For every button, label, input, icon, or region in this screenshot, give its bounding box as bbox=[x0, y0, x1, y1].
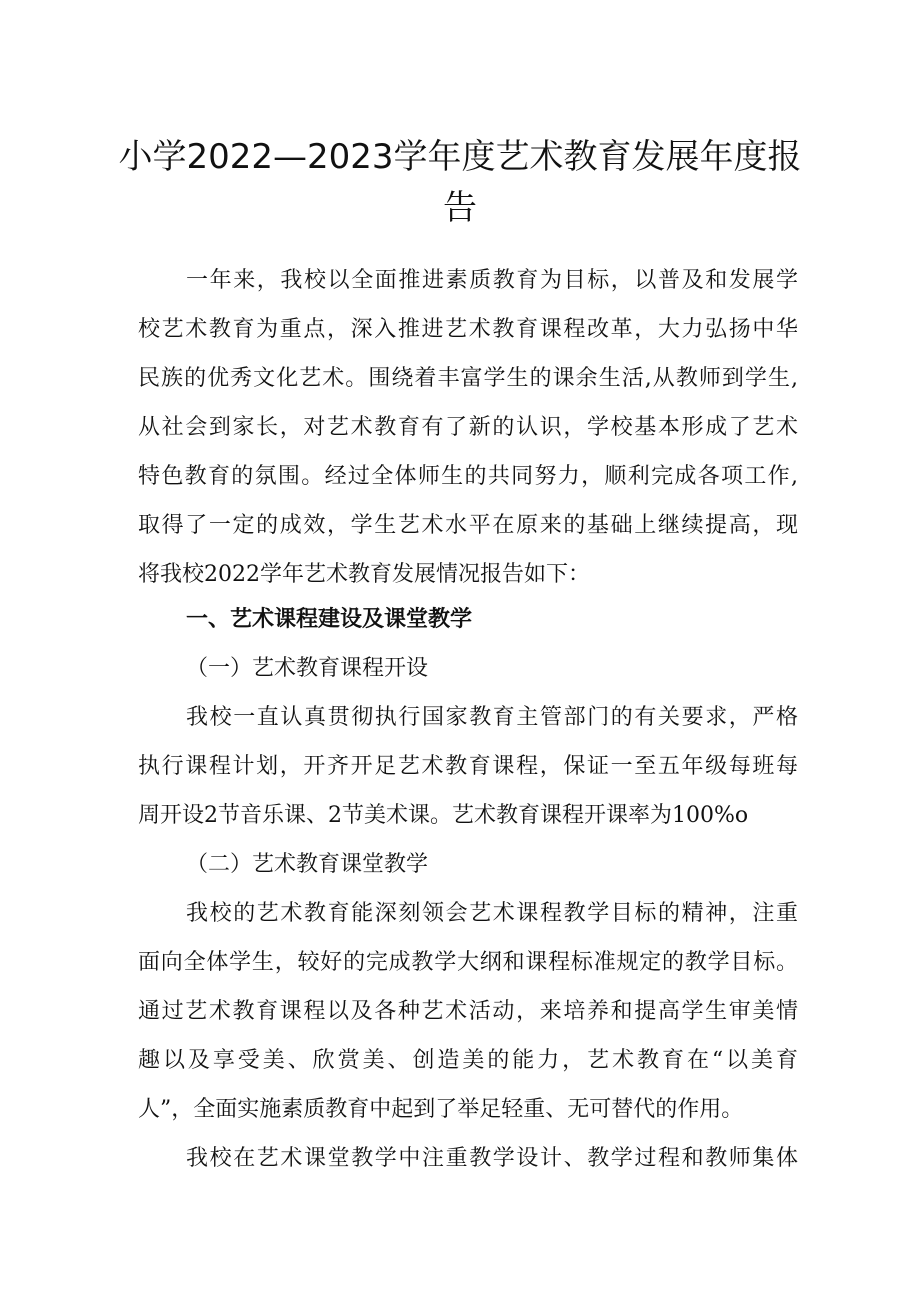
body-line: 周开设2节音乐课、2节美术课。艺术教育课程开课率为100%o bbox=[138, 803, 749, 828]
body-line: 我校一直认真贯彻执行国家教育主管部门的有关要求，严格 bbox=[186, 705, 798, 730]
section-heading: 一、艺术课程建设及课堂教学 bbox=[186, 607, 473, 632]
body-line: 我校的艺术教育能深刻领会艺术课程教学目标的精神，注重 bbox=[186, 901, 798, 926]
body-line: 我校在艺术课堂教学中注重教学设计、教学过程和教师集体 bbox=[186, 1146, 798, 1171]
body-line: 面向全体学生，较好的完成教学大纲和课程标准规定的教学目标。 bbox=[138, 950, 798, 975]
body-line: 趣以及享受美、欣赏美、创造美的能力，艺术教育在“以美育 bbox=[138, 1048, 798, 1073]
intro-line: 特色教育的氛围。经过全体师生的共同努力，顺利完成各项工作, bbox=[138, 464, 798, 489]
subsection-heading: （二）艺术教育课堂教学 bbox=[186, 852, 429, 877]
body-line: 通过艺术教育课程以及各种艺术活动，来培养和提高学生审美情 bbox=[138, 999, 798, 1024]
intro-line: 将我校2022学年艺术教育发展情况报告如下： bbox=[138, 562, 590, 587]
intro-line: 民族的优秀文化艺术。围绕着丰富学生的课余生活,从教师到学生, bbox=[138, 366, 798, 391]
intro-line: 校艺术教育为重点，深入推进艺术教育课程改革，大力弘扬中华 bbox=[138, 317, 798, 342]
subsection-heading: （一）艺术教育课程开设 bbox=[186, 656, 429, 681]
intro-line: 一年来，我校以全面推进素质教育为目标，以普及和发展学 bbox=[186, 268, 798, 293]
body-line: 人”，全面实施素质教育中起到了举足轻重、无可替代的作用。 bbox=[138, 1097, 744, 1122]
intro-line: 从社会到家长，对艺术教育有了新的认识，学校基本形成了艺术 bbox=[138, 415, 798, 440]
document-title-line-1: 小学2022—2023学年度艺术教育发展年度报 bbox=[118, 137, 802, 177]
document-title-line-2: 告 bbox=[443, 188, 477, 228]
body-line: 执行课程计划，开齐开足艺术教育课程，保证一至五年级每班每 bbox=[138, 754, 798, 779]
intro-line: 取得了一定的成效，学生艺术水平在原来的基础上继续提高，现 bbox=[138, 513, 798, 538]
